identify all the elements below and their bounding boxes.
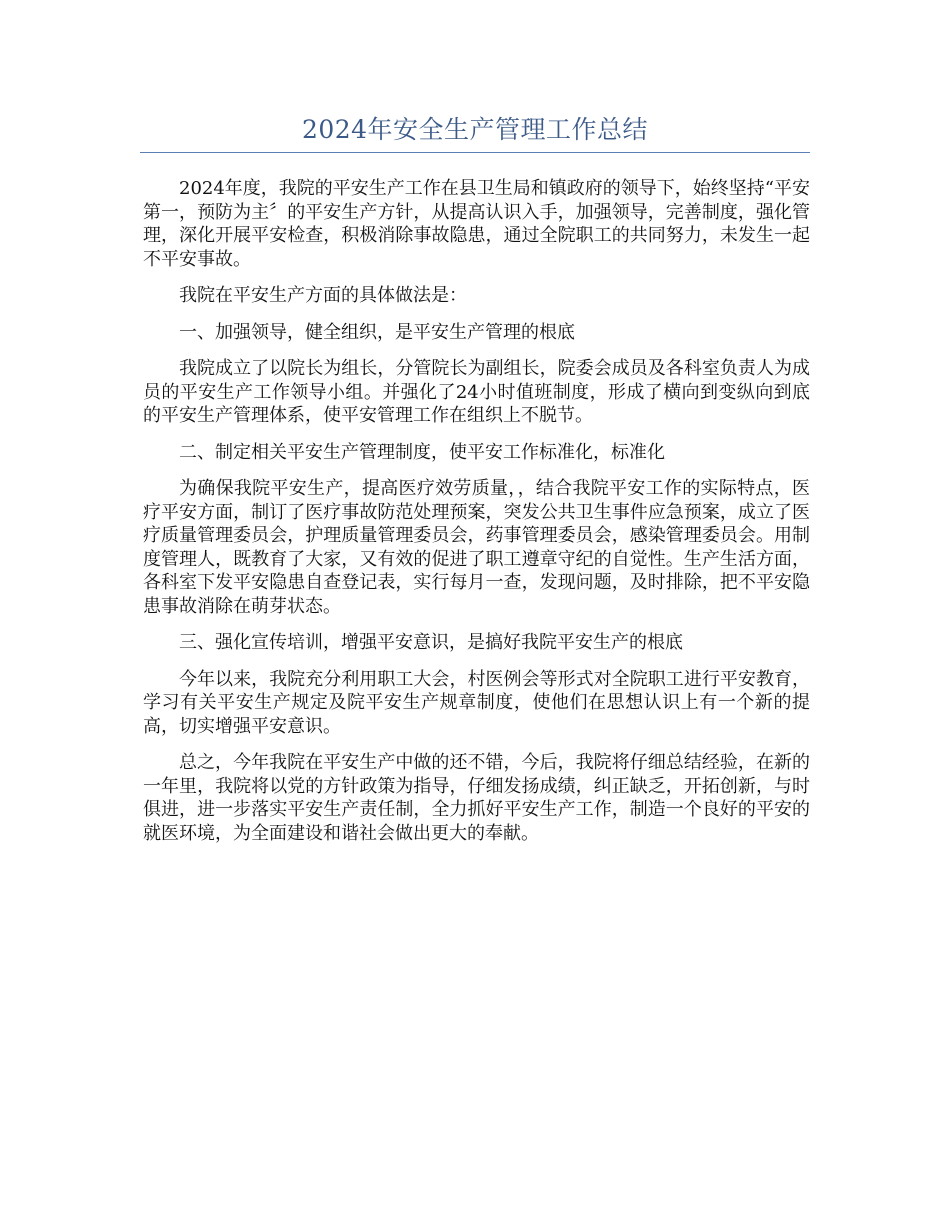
conclusion-paragraph: 总之，今年我院在平安生产中做的还不错，今后，我院将仔细总结经验，在新的一年里，我院将以党的方针政策为指导，仔细发扬成绩，纠正缺乏，开拓创新，与时俱进，进一步落实平安生产责任制，全力抓好平安生产工作，制造一个良好的平安的就医环境，为全面建设和谐社会做出更大的奉献。	[143, 752, 810, 844]
title-underline	[140, 152, 810, 153]
document-title: 2024年安全生产管理工作总结	[301, 115, 649, 144]
section-body-1: 我院成立了以院长为组长，分管院长为副组长，院委会成员及各科室负责人为成员的平安生产工作领导小组。并强化了24小时值班制度，形成了横向到变纵向到底的平安生产管理体系，使平安管理工作在组织上不脱节。	[143, 358, 810, 426]
section-body-2: 为确保我院平安生产，提高医疗效劳质量，，结合我院平安工作的实际特点，医疗平安方面，制订了医疗事故防范处理预案，突发公共卫生事件应急预案，成立了医疗质量管理委员会，护理质量管理委员会，药事管理委员会，感染管理委员会。用制度管理人，既教育了大家，又有效的促进了职工遵章守纪的自觉性。生产生活方面，各科室下发平安隐患自查登记表，实行每月一查，发现问题，及时排除，把不平安隐患事故消除在萌芽状态。	[143, 478, 810, 617]
section-body-3: 今年以来，我院充分利用职工大会，村医例会等形式对全院职工进行平安教育，学习有关平安生产规定及院平安生产规章制度，使他们在思想认识上有一个新的提高，切实增强平安意识。	[143, 668, 810, 737]
section-heading-1: 一、加强领导，健全组织，是平安生产管理的根底	[179, 321, 575, 343]
section-heading-2: 二、制定相关平安生产管理制度，使平安工作标准化，标准化	[179, 441, 665, 463]
document-body	[143, 177, 810, 858]
section-heading-3: 三、强化宣传培训，增强平安意识，是搞好我院平安生产的根底	[179, 632, 683, 653]
intro-paragraph: 2024年度，我院的平安生产工作在县卫生局和镇政府的领导下，始终坚持“平安第一，预防为主〞的平安生产方针，从提高认识入手，加强领导，完善制度，强化管理，深化开展平安检查，积极消除事故隐患，通过全院职工的共同努力，未发生一起不平安事故。	[143, 178, 811, 270]
methods-lead-paragraph: 我院在平安生产方面的具体做法是：	[179, 285, 467, 306]
